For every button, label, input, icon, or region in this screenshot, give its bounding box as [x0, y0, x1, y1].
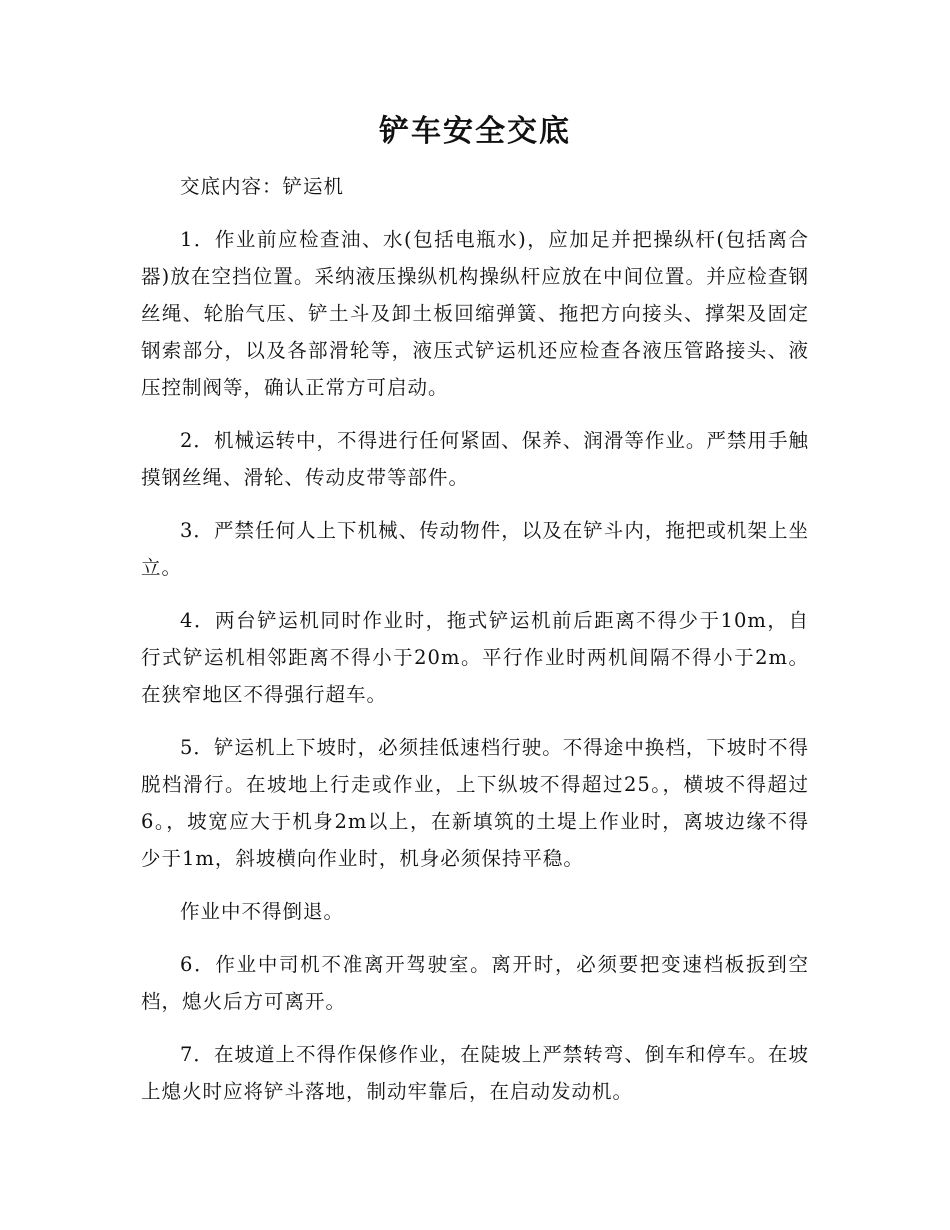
paragraph-item-7: 7．在坡道上不得作保修作业，在陡坡上严禁转弯、倒车和停车。在坡上熄火时应将铲斗落地，制动牢靠后，在启动发动机。 — [141, 1043, 809, 1103]
document-body — [141, 168, 809, 1126]
paragraph-item-2: 2．机械运转中，不得进行任何紧固、保养、润滑等作业。严禁用手触摸钢丝绳、滑轮、传动皮带等部件。 — [141, 429, 809, 489]
paragraph-note: 作业中不得倒退。 — [180, 900, 345, 923]
paragraph-item-1: 1．作业前应检查油、水(包括电瓶水)，应加足并把操纵杆(包括离合器)放在空挡位置。采纳液压操纵机构操纵杆应放在中间位置。并应检查钢丝绳、轮胎气压、铲土斗及卸土板回缩弹簧、拖把方向接头、撑架及固定钢索部分，以及各部滑轮等，液压式铲运机还应检查各液压管路接头、液压控制阀等，确认正常方可启动。 — [141, 228, 809, 399]
document-title: 铲车安全交底 — [379, 114, 571, 149]
paragraph-item-6: 6．作业中司机不准离开驾驶室。离开时，必须要把变速档板扳到空档，熄火后方可离开。 — [141, 953, 809, 1013]
paragraph-item-5: 5．铲运机上下坡时，必须挂低速档行驶。不得途中换档，下坡时不得脱档滑行。在坡地上行走或作业，上下纵坡不得超过25。，横坡不得超过6。，坡宽应大于机身2m以上，在新填筑的土堤上作业时，离坡边缘不得少于1m，斜坡横向作业时，机身必须保持平稳。 — [141, 736, 809, 870]
paragraph-subject: 交底内容：铲运机 — [180, 175, 345, 198]
paragraph-item-3: 3．严禁任何人上下机械、传动物件，以及在铲斗内，拖把或机架上坐立。 — [141, 519, 809, 579]
paragraph-item-4: 4．两台铲运机同时作业时，拖式铲运机前后距离不得少于10m，自行式铲运机相邻距离不得小于20m。平行作业时两机间隔不得小于2m。在狭窄地区不得强行超车。 — [141, 609, 809, 706]
